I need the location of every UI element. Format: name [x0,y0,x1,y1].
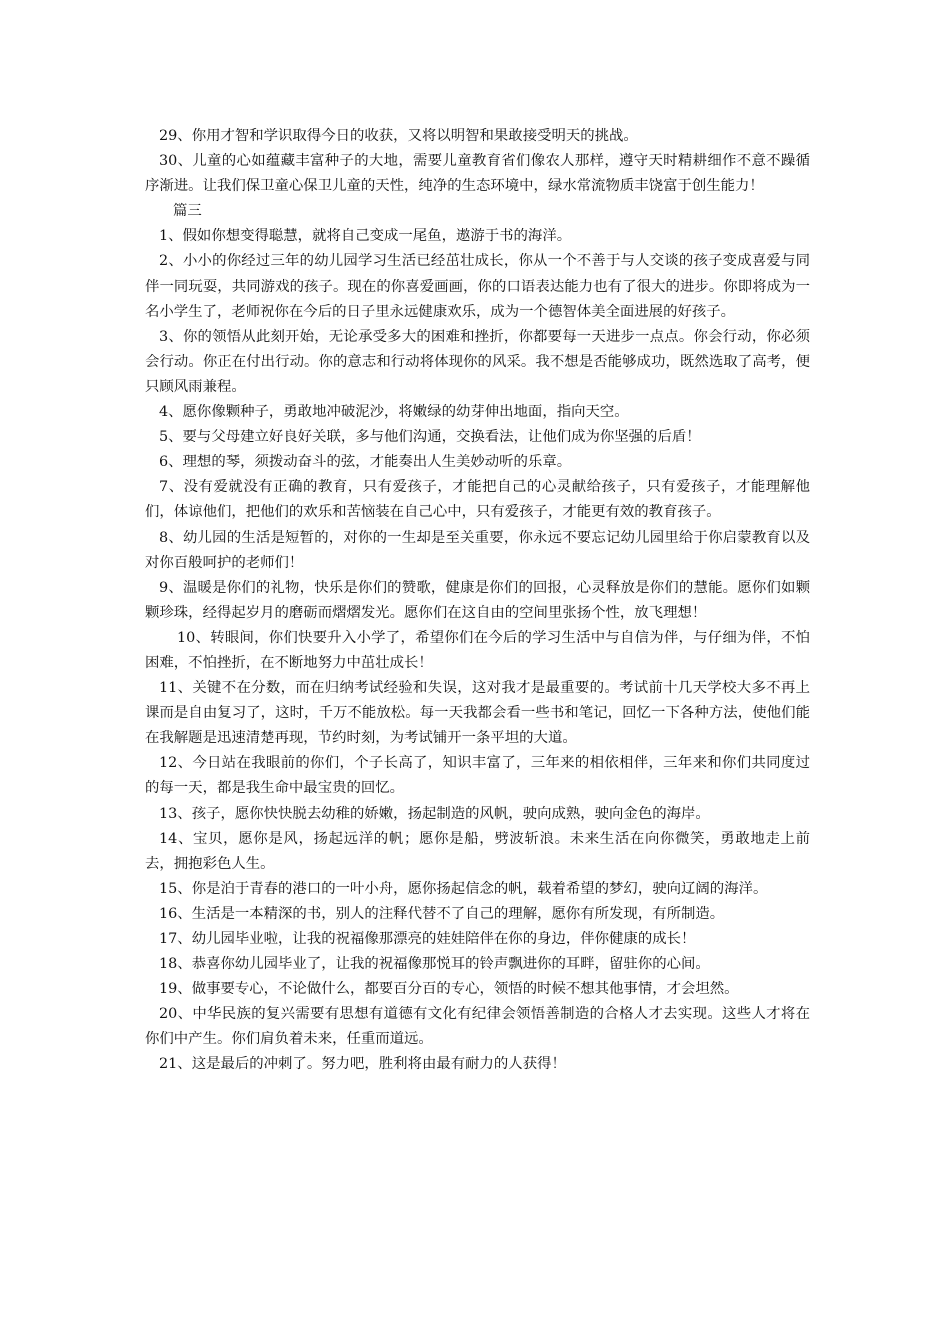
paragraph-11: 11、关键不在分数，而在归纳考试经验和失误，这对我才是最重要的。考试前十几天学校大多不再上课而是自由复习了，这时，千万不能放松。每一天我都会看一些书和笔记，回忆一下各种方法，使他们能在我解题是迅速清楚再现，节约时刻，为考试铺开一条平坦的大道。 [145,680,810,747]
document-body [145,124,810,1078]
paragraph-1: 1、假如你想变得聪慧，就将自己变成一尾鱼，遨游于书的海洋。 [159,228,572,245]
paragraph-10: 10、转眼间，你们快要升入小学了，希望你们在今后的学习生活中与自信为伴，与仔细为伴，不怕困难，不怕挫折，在不断地努力中茁壮成长！ [145,629,810,671]
paragraph-8: 8、幼儿园的生活是短暂的，对你的一生却是至关重要，你永远不要忘记幼儿园里给于你启蒙教育以及对你百般呵护的老师们！ [145,529,810,571]
section-heading: 篇三 [173,203,202,220]
paragraph-16: 16、生活是一本精深的书，别人的注释代替不了自己的理解，愿你有所发现，有所制造。 [159,905,725,922]
paragraph-5: 5、要与父母建立好良好关联，多与他们沟通，交换看法，让他们成为你坚强的后盾！ [159,429,701,446]
paragraph-29: 29、你用才智和学识取得今日的收获，又将以明智和果敢接受明天的挑战。 [159,128,638,144]
paragraph-3: 3、你的领悟从此刻开始，无论承受多大的困难和挫折，你都要每一天进步一点点。你会行动，你必须会行动。你正在付出行动。你的意志和行动将体现你的风采。我不想是否能够成功，既然选取了高考，便只顾风雨兼程。 [145,328,810,395]
paragraph-15: 15、你是泊于青春的港口的一叶小舟，愿你扬起信念的帆，载着希望的梦幻，驶向辽阔的海洋。 [159,880,768,897]
paragraph-6: 6、理想的琴，须拨动奋斗的弦，才能奏出人生美妙动听的乐章。 [159,454,572,471]
paragraph-17: 17、幼儿园毕业啦，让我的祝福像那漂亮的娃娃陪伴在你的身边，伴你健康的成长！ [159,931,696,947]
paragraph-12: 12、今日站在我眼前的你们，个子长高了，知识丰富了，三年来的相依相伴，三年来和你们共同度过的每一天，都是我生命中最宝贵的回忆。 [145,755,810,797]
paragraph-18: 18、恭喜你幼儿园毕业了，让我的祝福像那悦耳的铃声飘进你的耳畔，留驻你的心间。 [159,956,710,973]
paragraph-30: 30、儿童的心如蕴藏丰富种子的大地，需要儿童教育省们像农人那样，遵守天时精耕细作不意不躁循序渐进。让我们保卫童心保卫儿童的天性，纯净的生态环境中，绿水常流物质丰饶富于创生能力！ [145,153,810,195]
paragraph-9: 9、温暖是你们的礼物，快乐是你们的赞歌，健康是你们的回报，心灵释放是你们的慧能。愿你们如颗颗珍珠，经得起岁月的磨砺而熠熠发光。愿你们在这自由的空间里张扬个性，放飞理想！ [145,579,810,621]
paragraph-21: 21、这是最后的冲刺了。努力吧，胜利将由最有耐力的人获得！ [159,1056,566,1073]
paragraph-14: 14、宝贝，愿你是风，扬起远洋的帆；愿你是船，劈波斩浪。未来生活在向你微笑，勇敢地走上前去，拥抱彩色人生。 [145,830,810,872]
paragraph-7: 7、没有爱就没有正确的教育，只有爱孩子，才能把自己的心灵献给孩子，只有爱孩子，才能理解他们，体谅他们，把他们的欢乐和苦恼装在自己心中，只有爱孩子，才能更有效的教育孩子。 [145,479,810,521]
paragraph-4: 4、愿你像颗种子，勇敢地冲破泥沙，将嫩绿的幼芽伸出地面，指向天空。 [159,404,629,421]
paragraph-20: 20、中华民族的复兴需要有思想有道德有文化有纪律会领悟善制造的合格人才去实现。这些人才将在你们中产生。你们肩负着未来，任重而道远。 [145,1006,810,1048]
paragraph-13: 13、孩子，愿你快快脱去幼稚的娇嫩，扬起制造的风帆，驶向成熟，驶向金色的海岸。 [159,805,710,822]
paragraph-19: 19、做事要专心，不论做什么，都要百分百的专心，领悟的时候不想其他事情，才会坦然。 [159,981,739,998]
paragraph-2: 2、小小的你经过三年的幼儿园学习生活已经茁壮成长，你从一个不善于与人交谈的孩子变成喜爱与同伴一同玩耍，共同游戏的孩子。现在的你喜爱画画，你的口语表达能力也有了很大的进步。你即将成为一名小学生了，老师祝你在今后的日子里永远健康欢乐，成为一个德智体美全面进展的好孩子。 [145,253,810,320]
